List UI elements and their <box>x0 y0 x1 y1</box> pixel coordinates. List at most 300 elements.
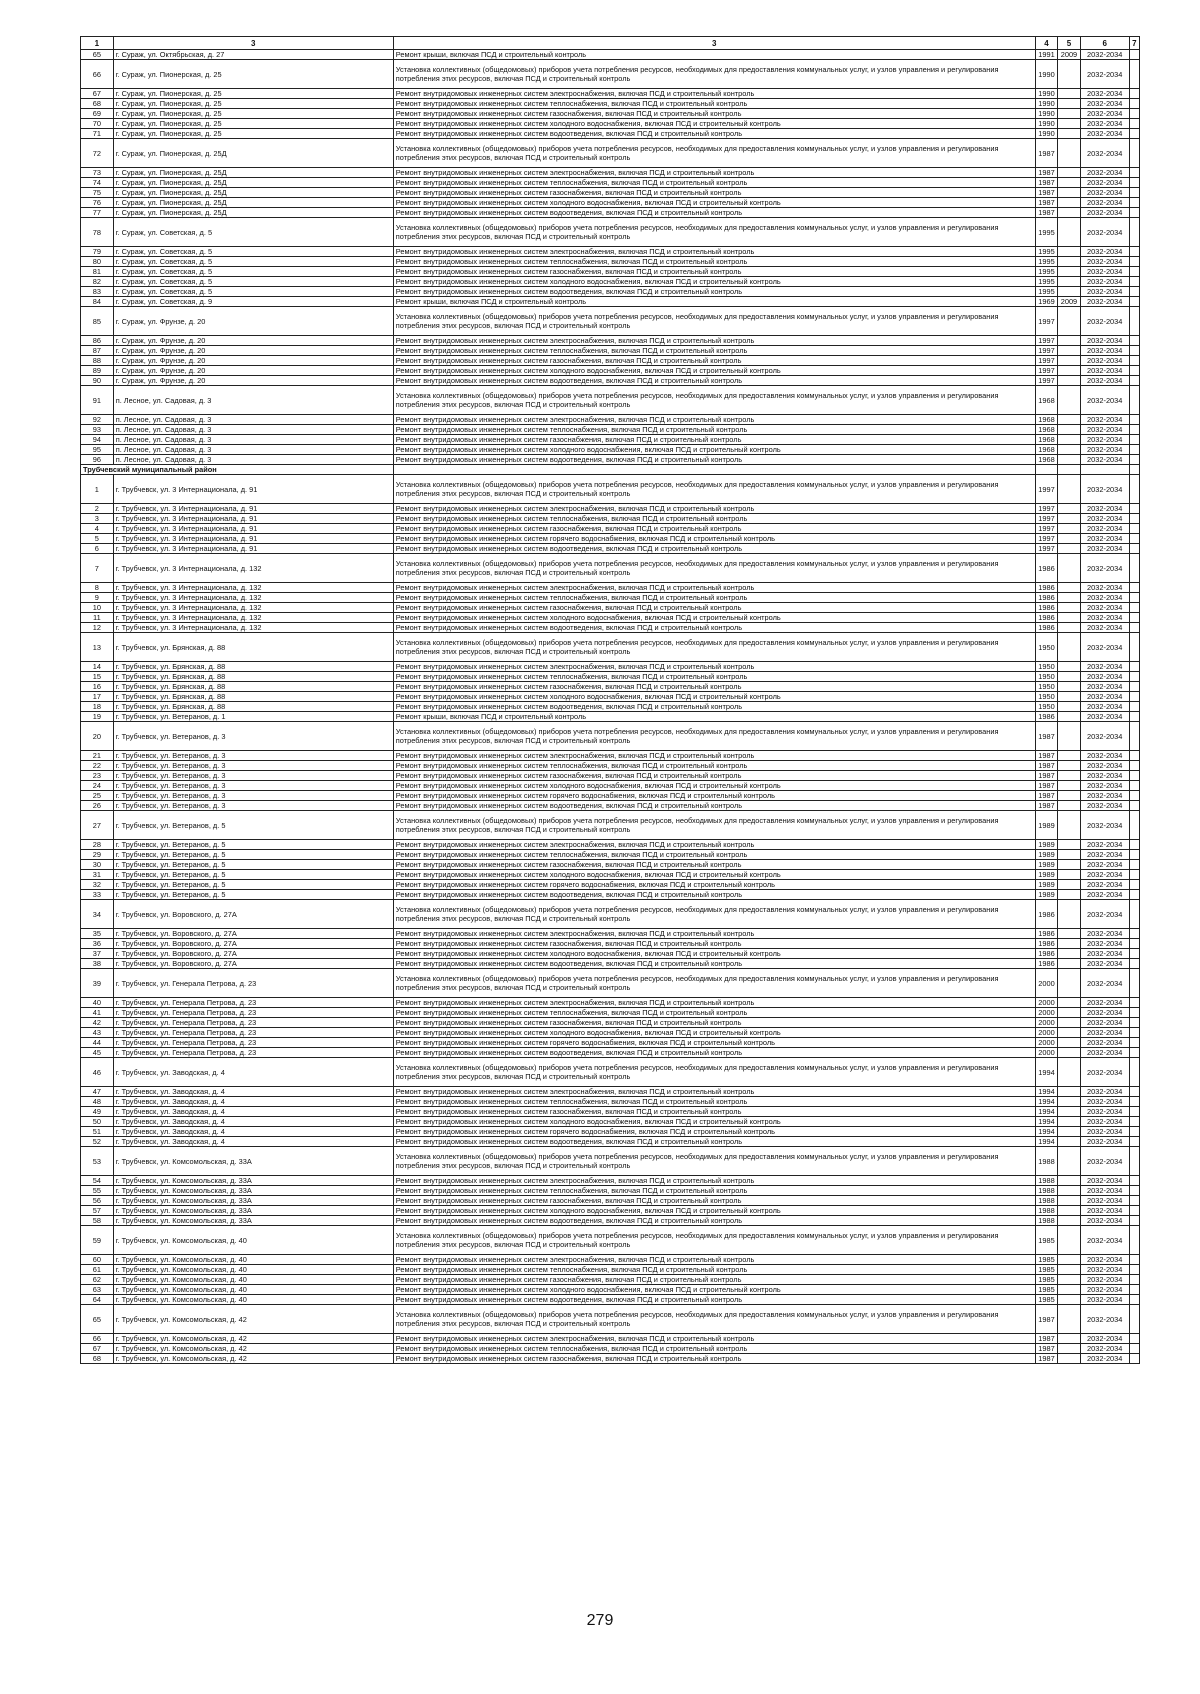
build-year-cell: 1987 <box>1035 751 1057 761</box>
address-cell: г. Сураж, ул. Пионерская, д. 25Д <box>113 139 393 168</box>
last-repair-year-cell <box>1058 583 1080 593</box>
last-repair-year-cell <box>1058 1176 1080 1186</box>
empty-cell <box>1129 544 1139 554</box>
build-year-cell: 1987 <box>1035 208 1057 218</box>
planned-period-cell: 2032-2034 <box>1080 692 1129 702</box>
work-type-cell: Ремонт внутридомовых инженерных систем водоотведения, включая ПСД и строительный контроль <box>393 1137 1035 1147</box>
row-number-cell: 74 <box>81 178 114 188</box>
row-number-cell: 55 <box>81 1186 114 1196</box>
planned-period-cell: 2032-2034 <box>1080 1206 1129 1216</box>
work-type-cell: Ремонт внутридомовых инженерных систем теплоснабжения, включая ПСД и строительный контроль <box>393 593 1035 603</box>
planned-period-cell: 2032-2034 <box>1080 969 1129 998</box>
build-year-cell: 1989 <box>1035 880 1057 890</box>
empty-cell <box>1129 712 1139 722</box>
table-row <box>81 287 1140 297</box>
last-repair-year-cell <box>1058 662 1080 672</box>
build-year-cell: 1986 <box>1035 900 1057 929</box>
table-row <box>81 1018 1140 1028</box>
address-cell: г. Трубчевск, ул. Комсомольская, д. 33А <box>113 1176 393 1186</box>
planned-period-cell: 2032-2034 <box>1080 1305 1129 1334</box>
work-type-cell: Ремонт внутридомовых инженерных систем теплоснабжения, включая ПСД и строительный контроль <box>393 425 1035 435</box>
work-type-cell: Установка коллективных (общедомовых) приборов учета потребления ресурсов, необходимых для предоставления коммунальных услуг, и узлов управления и регулирования потребления этих ресурсов, включая ПСД и строительный контроль <box>393 475 1035 504</box>
last-repair-year-cell <box>1058 1354 1080 1364</box>
last-repair-year-cell <box>1058 1097 1080 1107</box>
address-cell: г. Сураж, ул. Фрунзе, д. 20 <box>113 336 393 346</box>
address-cell: г. Трубчевск, ул. Брянская, д. 88 <box>113 633 393 662</box>
last-repair-year-cell <box>1058 672 1080 682</box>
table-row <box>81 1354 1140 1364</box>
build-year-cell: 1994 <box>1035 1117 1057 1127</box>
last-repair-year-cell <box>1058 939 1080 949</box>
work-type-cell: Установка коллективных (общедомовых) приборов учета потребления ресурсов, необходимых для предоставления коммунальных услуг, и узлов управления и регулирования потребления этих ресурсов, включая ПСД и строительный контроль <box>393 307 1035 336</box>
table-row <box>81 722 1140 751</box>
table-row <box>81 890 1140 900</box>
row-number-cell: 5 <box>81 534 114 544</box>
build-year-cell: 1989 <box>1035 860 1057 870</box>
planned-period-cell: 2032-2034 <box>1080 1226 1129 1255</box>
work-type-cell: Ремонт внутридомовых инженерных систем теплоснабжения, включая ПСД и строительный контроль <box>393 761 1035 771</box>
planned-period-cell: 2032-2034 <box>1080 1354 1129 1364</box>
last-repair-year-cell <box>1058 1038 1080 1048</box>
table-row <box>81 613 1140 623</box>
table-row <box>81 139 1140 168</box>
row-number-cell: 49 <box>81 1107 114 1117</box>
work-type-cell: Ремонт внутридомовых инженерных систем газоснабжения, включая ПСД и строительный контроль <box>393 109 1035 119</box>
planned-period-cell: 2032-2034 <box>1080 139 1129 168</box>
build-year-cell: 1968 <box>1035 445 1057 455</box>
row-number-cell: 50 <box>81 1117 114 1127</box>
planned-period-cell: 2032-2034 <box>1080 890 1129 900</box>
empty-cell <box>1129 1216 1139 1226</box>
table-row <box>81 929 1140 939</box>
last-repair-year-cell <box>1058 929 1080 939</box>
build-year-cell: 1985 <box>1035 1295 1057 1305</box>
planned-period-cell: 2032-2034 <box>1080 880 1129 890</box>
build-year-cell: 1997 <box>1035 336 1057 346</box>
address-cell: г. Трубчевск, ул. Заводская, д. 4 <box>113 1087 393 1097</box>
empty-cell <box>1129 1176 1139 1186</box>
work-type-cell: Ремонт внутридомовых инженерных систем газоснабжения, включая ПСД и строительный контроль <box>393 1354 1035 1364</box>
build-year-cell: 1994 <box>1035 1137 1057 1147</box>
work-type-cell: Ремонт внутридомовых инженерных систем холодного водоснабжения, включая ПСД и строительный контроль <box>393 198 1035 208</box>
empty-cell <box>1129 801 1139 811</box>
planned-period-cell: 2032-2034 <box>1080 900 1129 929</box>
work-type-cell: Ремонт внутридомовых инженерных систем газоснабжения, включая ПСД и строительный контроль <box>393 603 1035 613</box>
planned-period-cell: 2032-2034 <box>1080 208 1129 218</box>
planned-period-cell: 2032-2034 <box>1080 445 1129 455</box>
empty-cell <box>1129 208 1139 218</box>
work-type-cell: Ремонт внутридомовых инженерных систем горячего водоснабжения, включая ПСД и строительный контроль <box>393 1127 1035 1137</box>
table-row <box>81 1285 1140 1295</box>
address-cell: г. Трубчевск, ул. Ветеранов, д. 5 <box>113 890 393 900</box>
row-number-cell: 37 <box>81 949 114 959</box>
empty-cell <box>1129 781 1139 791</box>
build-year-cell: 1997 <box>1035 376 1057 386</box>
work-type-cell: Ремонт внутридомовых инженерных систем газоснабжения, включая ПСД и строительный контроль <box>393 267 1035 277</box>
row-number-cell: 75 <box>81 188 114 198</box>
table-row <box>81 998 1140 1008</box>
last-repair-year-cell <box>1058 475 1080 504</box>
row-number-cell: 60 <box>81 1255 114 1265</box>
planned-period-cell: 2032-2034 <box>1080 1186 1129 1196</box>
table-row <box>81 1097 1140 1107</box>
address-cell: г. Трубчевск, ул. Заводская, д. 4 <box>113 1097 393 1107</box>
empty-cell <box>1129 168 1139 178</box>
empty-cell <box>1129 336 1139 346</box>
build-year-cell: 1985 <box>1035 1226 1057 1255</box>
address-cell: г. Сураж, ул. Пионерская, д. 25 <box>113 109 393 119</box>
work-type-cell: Ремонт внутридомовых инженерных систем холодного водоснабжения, включая ПСД и строительный контроль <box>393 1117 1035 1127</box>
empty-cell <box>1129 791 1139 801</box>
build-year-cell: 1950 <box>1035 692 1057 702</box>
last-repair-year-cell <box>1058 129 1080 139</box>
row-number-cell: 65 <box>81 1305 114 1334</box>
work-type-cell: Ремонт внутридомовых инженерных систем газоснабжения, включая ПСД и строительный контроль <box>393 188 1035 198</box>
planned-period-cell: 2032-2034 <box>1080 60 1129 89</box>
work-type-cell: Ремонт внутридомовых инженерных систем теплоснабжения, включая ПСД и строительный контроль <box>393 346 1035 356</box>
last-repair-year-cell <box>1058 1137 1080 1147</box>
empty-cell <box>1129 1127 1139 1137</box>
build-year-cell: 1950 <box>1035 633 1057 662</box>
planned-period-cell: 2032-2034 <box>1080 722 1129 751</box>
empty-cell <box>1129 415 1139 425</box>
work-type-cell: Ремонт внутридомовых инженерных систем горячего водоснабжения, включая ПСД и строительный контроль <box>393 880 1035 890</box>
table-row <box>81 425 1140 435</box>
table-row <box>81 534 1140 544</box>
table-row <box>81 791 1140 801</box>
build-year-cell: 1986 <box>1035 939 1057 949</box>
build-year-cell: 1968 <box>1035 415 1057 425</box>
empty-cell <box>393 465 1035 475</box>
table-row <box>81 60 1140 89</box>
build-year-cell: 2000 <box>1035 1028 1057 1038</box>
address-cell: г. Трубчевск, ул. Брянская, д. 88 <box>113 702 393 712</box>
empty-cell <box>1129 593 1139 603</box>
empty-cell <box>1129 139 1139 168</box>
empty-cell <box>1129 1295 1139 1305</box>
row-number-cell: 51 <box>81 1127 114 1137</box>
build-year-cell: 1987 <box>1035 771 1057 781</box>
table-row <box>81 1087 1140 1097</box>
work-type-cell: Ремонт внутридомовых инженерных систем холодного водоснабжения, включая ПСД и строительный контроль <box>393 1206 1035 1216</box>
address-cell: г. Трубчевск, ул. Брянская, д. 88 <box>113 682 393 692</box>
empty-cell <box>1129 860 1139 870</box>
row-number-cell: 3 <box>81 514 114 524</box>
last-repair-year-cell <box>1058 1107 1080 1117</box>
last-repair-year-cell <box>1058 1265 1080 1275</box>
table-row <box>81 455 1140 465</box>
last-repair-year-cell <box>1058 633 1080 662</box>
last-repair-year-cell <box>1058 188 1080 198</box>
work-type-cell: Ремонт внутридомовых инженерных систем электроснабжения, включая ПСД и строительный контроль <box>393 1176 1035 1186</box>
build-year-cell: 1990 <box>1035 60 1057 89</box>
row-number-cell: 22 <box>81 761 114 771</box>
table-row <box>81 751 1140 761</box>
last-repair-year-cell <box>1058 1117 1080 1127</box>
row-number-cell: 44 <box>81 1038 114 1048</box>
empty-cell <box>1129 1305 1139 1334</box>
build-year-cell: 1985 <box>1035 1255 1057 1265</box>
address-cell: г. Трубчевск, ул. Комсомольская, д. 40 <box>113 1295 393 1305</box>
planned-period-cell: 2032-2034 <box>1080 1048 1129 1058</box>
address-cell: г. Трубчевск, ул. 3 Интернационала, д. 132 <box>113 623 393 633</box>
row-number-cell: 6 <box>81 544 114 554</box>
last-repair-year-cell <box>1058 1048 1080 1058</box>
empty-cell <box>1129 386 1139 415</box>
last-repair-year-cell <box>1058 1285 1080 1295</box>
row-number-cell: 14 <box>81 662 114 672</box>
work-type-cell: Установка коллективных (общедомовых) приборов учета потребления ресурсов, необходимых для предоставления коммунальных услуг, и узлов управления и регулирования потребления этих ресурсов, включая ПСД и строительный контроль <box>393 722 1035 751</box>
build-year-cell: 1987 <box>1035 168 1057 178</box>
planned-period-cell: 2032-2034 <box>1080 89 1129 99</box>
last-repair-year-cell <box>1058 771 1080 781</box>
planned-period-cell: 2032-2034 <box>1080 702 1129 712</box>
table-row <box>81 1107 1140 1117</box>
address-cell: г. Сураж, ул. Советская, д. 5 <box>113 267 393 277</box>
table-row <box>81 554 1140 583</box>
row-number-cell: 91 <box>81 386 114 415</box>
address-cell: г. Трубчевск, ул. Комсомольская, д. 33А <box>113 1206 393 1216</box>
last-repair-year-cell <box>1058 218 1080 247</box>
work-type-cell: Ремонт внутридомовых инженерных систем теплоснабжения, включая ПСД и строительный контроль <box>393 1186 1035 1196</box>
table-row <box>81 583 1140 593</box>
table-row <box>81 386 1140 415</box>
address-cell: г. Сураж, ул. Пионерская, д. 25 <box>113 99 393 109</box>
address-cell: г. Трубчевск, ул. Заводская, д. 4 <box>113 1137 393 1147</box>
work-type-cell: Ремонт внутридомовых инженерных систем холодного водоснабжения, включая ПСД и строительный контроль <box>393 366 1035 376</box>
last-repair-year-cell <box>1058 277 1080 287</box>
work-type-cell: Установка коллективных (общедомовых) приборов учета потребления ресурсов, необходимых для предоставления коммунальных услуг, и узлов управления и регулирования потребления этих ресурсов, включая ПСД и строительный контроль <box>393 1147 1035 1176</box>
empty-cell <box>1129 1137 1139 1147</box>
planned-period-cell: 2032-2034 <box>1080 1127 1129 1137</box>
row-number-cell: 16 <box>81 682 114 692</box>
row-number-cell: 63 <box>81 1285 114 1295</box>
empty-cell <box>1035 465 1057 475</box>
empty-cell <box>1129 178 1139 188</box>
build-year-cell: 1986 <box>1035 929 1057 939</box>
address-cell: г. Трубчевск, ул. Генерала Петрова, д. 23 <box>113 969 393 998</box>
table-row <box>81 178 1140 188</box>
planned-period-cell: 2032-2034 <box>1080 860 1129 870</box>
table-row <box>81 415 1140 425</box>
build-year-cell: 1950 <box>1035 702 1057 712</box>
empty-cell <box>1129 1265 1139 1275</box>
work-type-cell: Ремонт внутридомовых инженерных систем горячего водоснабжения, включая ПСД и строительный контроль <box>393 534 1035 544</box>
planned-period-cell: 2032-2034 <box>1080 1334 1129 1344</box>
planned-period-cell: 2032-2034 <box>1080 850 1129 860</box>
planned-period-cell: 2032-2034 <box>1080 218 1129 247</box>
work-type-cell: Ремонт внутридомовых инженерных систем электроснабжения, включая ПСД и строительный контроль <box>393 929 1035 939</box>
table-row <box>81 682 1140 692</box>
table-row <box>81 1226 1140 1255</box>
empty-cell <box>1129 524 1139 534</box>
table-row <box>81 603 1140 613</box>
address-cell: г. Трубчевск, ул. Ветеранов, д. 3 <box>113 771 393 781</box>
build-year-cell: 1994 <box>1035 1097 1057 1107</box>
table-row <box>81 1265 1140 1275</box>
planned-period-cell: 2032-2034 <box>1080 712 1129 722</box>
table-row <box>81 1008 1140 1018</box>
table-row <box>81 168 1140 178</box>
table-row <box>81 761 1140 771</box>
address-cell: г. Сураж, ул. Фрунзе, д. 20 <box>113 346 393 356</box>
work-type-cell: Ремонт крыши, включая ПСД и строительный контроль <box>393 50 1035 60</box>
table-row <box>81 1206 1140 1216</box>
address-cell: г. Трубчевск, ул. 3 Интернационала, д. 91 <box>113 524 393 534</box>
address-cell: г. Трубчевск, ул. Комсомольская, д. 42 <box>113 1305 393 1334</box>
section-title: Трубчевский муниципальный район <box>81 465 394 475</box>
build-year-cell: 1968 <box>1035 386 1057 415</box>
empty-cell <box>1129 1018 1139 1028</box>
address-cell: г. Трубчевск, ул. Генерала Петрова, д. 23 <box>113 1028 393 1038</box>
planned-period-cell: 2032-2034 <box>1080 959 1129 969</box>
address-cell: г. Трубчевск, ул. Комсомольская, д. 42 <box>113 1344 393 1354</box>
empty-cell <box>1129 514 1139 524</box>
last-repair-year-cell <box>1058 682 1080 692</box>
row-number-cell: 7 <box>81 554 114 583</box>
address-cell: г. Сураж, ул. Советская, д. 5 <box>113 247 393 257</box>
planned-period-cell: 2032-2034 <box>1080 366 1129 376</box>
build-year-cell: 1994 <box>1035 1087 1057 1097</box>
empty-cell <box>1129 1097 1139 1107</box>
planned-period-cell: 2032-2034 <box>1080 307 1129 336</box>
build-year-cell: 1994 <box>1035 1107 1057 1117</box>
row-number-cell: 70 <box>81 119 114 129</box>
build-year-cell: 2000 <box>1035 1038 1057 1048</box>
empty-cell <box>1129 188 1139 198</box>
empty-cell <box>1129 811 1139 840</box>
planned-period-cell: 2032-2034 <box>1080 267 1129 277</box>
table-row <box>81 1028 1140 1038</box>
build-year-cell: 2000 <box>1035 1018 1057 1028</box>
work-type-cell: Ремонт внутридомовых инженерных систем электроснабжения, включая ПСД и строительный контроль <box>393 1087 1035 1097</box>
address-cell: г. Трубчевск, ул. 3 Интернационала, д. 91 <box>113 534 393 544</box>
last-repair-year-cell <box>1058 415 1080 425</box>
work-type-cell: Ремонт внутридомовых инженерных систем электроснабжения, включая ПСД и строительный контроль <box>393 751 1035 761</box>
planned-period-cell: 2032-2034 <box>1080 198 1129 208</box>
build-year-cell: 1994 <box>1035 1127 1057 1137</box>
row-number-cell: 18 <box>81 702 114 712</box>
build-year-cell: 1997 <box>1035 534 1057 544</box>
address-cell: г. Трубчевск, ул. Брянская, д. 88 <box>113 662 393 672</box>
work-type-cell: Установка коллективных (общедомовых) приборов учета потребления ресурсов, необходимых для предоставления коммунальных услуг, и узлов управления и регулирования потребления этих ресурсов, включая ПСД и строительный контроль <box>393 1058 1035 1087</box>
empty-cell <box>1129 751 1139 761</box>
last-repair-year-cell <box>1058 1295 1080 1305</box>
planned-period-cell: 2032-2034 <box>1080 1275 1129 1285</box>
empty-cell <box>1129 722 1139 751</box>
table-row <box>81 1275 1140 1285</box>
build-year-cell: 1997 <box>1035 514 1057 524</box>
build-year-cell: 1986 <box>1035 949 1057 959</box>
build-year-cell: 2000 <box>1035 1048 1057 1058</box>
row-number-cell: 95 <box>81 445 114 455</box>
row-number-cell: 92 <box>81 415 114 425</box>
row-number-cell: 67 <box>81 89 114 99</box>
planned-period-cell: 2032-2034 <box>1080 1028 1129 1038</box>
empty-cell <box>1129 1058 1139 1087</box>
planned-period-cell: 2032-2034 <box>1080 1097 1129 1107</box>
header-cell-col7: 7 <box>1129 37 1139 50</box>
section-row <box>81 465 1140 475</box>
build-year-cell: 1987 <box>1035 781 1057 791</box>
row-number-cell: 11 <box>81 613 114 623</box>
address-cell: г. Сураж, ул. Советская, д. 5 <box>113 277 393 287</box>
work-type-cell: Установка коллективных (общедомовых) приборов учета потребления ресурсов, необходимых для предоставления коммунальных услуг, и узлов управления и регулирования потребления этих ресурсов, включая ПСД и строительный контроль <box>393 554 1035 583</box>
work-type-cell: Ремонт внутридомовых инженерных систем теплоснабжения, включая ПСД и строительный контроль <box>393 178 1035 188</box>
address-cell: г. Сураж, ул. Пионерская, д. 25 <box>113 60 393 89</box>
work-type-cell: Ремонт внутридомовых инженерных систем водоотведения, включая ПСД и строительный контроль <box>393 890 1035 900</box>
build-year-cell: 1969 <box>1035 297 1057 307</box>
planned-period-cell: 2032-2034 <box>1080 129 1129 139</box>
last-repair-year-cell <box>1058 890 1080 900</box>
empty-cell <box>1129 297 1139 307</box>
address-cell: г. Трубчевск, ул. Ветеранов, д. 5 <box>113 811 393 840</box>
last-repair-year-cell <box>1058 366 1080 376</box>
work-type-cell: Ремонт внутридомовых инженерных систем электроснабжения, включая ПСД и строительный контроль <box>393 504 1035 514</box>
last-repair-year-cell <box>1058 623 1080 633</box>
row-number-cell: 52 <box>81 1137 114 1147</box>
empty-cell <box>1129 554 1139 583</box>
last-repair-year-cell: 2009 <box>1058 50 1080 60</box>
work-type-cell: Установка коллективных (общедомовых) приборов учета потребления ресурсов, необходимых для предоставления коммунальных услуг, и узлов управления и регулирования потребления этих ресурсов, включая ПСД и строительный контроль <box>393 1305 1035 1334</box>
empty-cell <box>1129 109 1139 119</box>
table-row <box>81 870 1140 880</box>
last-repair-year-cell <box>1058 692 1080 702</box>
build-year-cell: 1994 <box>1035 1058 1057 1087</box>
build-year-cell: 1997 <box>1035 307 1057 336</box>
work-type-cell: Ремонт внутридомовых инженерных систем водоотведения, включая ПСД и строительный контроль <box>393 1048 1035 1058</box>
table-row <box>81 959 1140 969</box>
row-number-cell: 93 <box>81 425 114 435</box>
table-row <box>81 1127 1140 1137</box>
build-year-cell: 1950 <box>1035 672 1057 682</box>
work-type-cell: Ремонт внутридомовых инженерных систем газоснабжения, включая ПСД и строительный контроль <box>393 1107 1035 1117</box>
planned-period-cell: 2032-2034 <box>1080 751 1129 761</box>
empty-cell <box>1129 366 1139 376</box>
address-cell: г. Трубчевск, ул. 3 Интернационала, д. 132 <box>113 554 393 583</box>
last-repair-year-cell <box>1058 1305 1080 1334</box>
address-cell: г. Трубчевск, ул. Ветеранов, д. 5 <box>113 880 393 890</box>
address-cell: г. Трубчевск, ул. Ветеранов, д. 3 <box>113 761 393 771</box>
work-type-cell: Установка коллективных (общедомовых) приборов учета потребления ресурсов, необходимых для предоставления коммунальных услуг, и узлов управления и регулирования потребления этих ресурсов, включая ПСД и строительный контроль <box>393 969 1035 998</box>
planned-period-cell: 2032-2034 <box>1080 50 1129 60</box>
empty-cell <box>1129 60 1139 89</box>
last-repair-year-cell <box>1058 336 1080 346</box>
build-year-cell: 1986 <box>1035 603 1057 613</box>
last-repair-year-cell <box>1058 435 1080 445</box>
planned-period-cell: 2032-2034 <box>1080 1295 1129 1305</box>
row-number-cell: 9 <box>81 593 114 603</box>
work-type-cell: Ремонт внутридомовых инженерных систем водоотведения, включая ПСД и строительный контроль <box>393 801 1035 811</box>
address-cell: г. Трубчевск, ул. Генерала Петрова, д. 23 <box>113 1048 393 1058</box>
planned-period-cell: 2032-2034 <box>1080 1265 1129 1275</box>
build-year-cell: 1988 <box>1035 1196 1057 1206</box>
row-number-cell: 8 <box>81 583 114 593</box>
table-row <box>81 376 1140 386</box>
empty-cell <box>1129 1117 1139 1127</box>
work-type-cell: Ремонт внутридомовых инженерных систем водоотведения, включая ПСД и строительный контроль <box>393 1216 1035 1226</box>
build-year-cell: 1968 <box>1035 425 1057 435</box>
last-repair-year-cell <box>1058 603 1080 613</box>
build-year-cell: 1985 <box>1035 1265 1057 1275</box>
empty-cell <box>1129 969 1139 998</box>
build-year-cell: 1997 <box>1035 524 1057 534</box>
table-row <box>81 1295 1140 1305</box>
work-type-cell: Ремонт внутридомовых инженерных систем электроснабжения, включая ПСД и строительный контроль <box>393 998 1035 1008</box>
address-cell: г. Трубчевск, ул. 3 Интернационала, д. 132 <box>113 583 393 593</box>
empty-cell <box>1129 1226 1139 1255</box>
empty-cell <box>1129 949 1139 959</box>
